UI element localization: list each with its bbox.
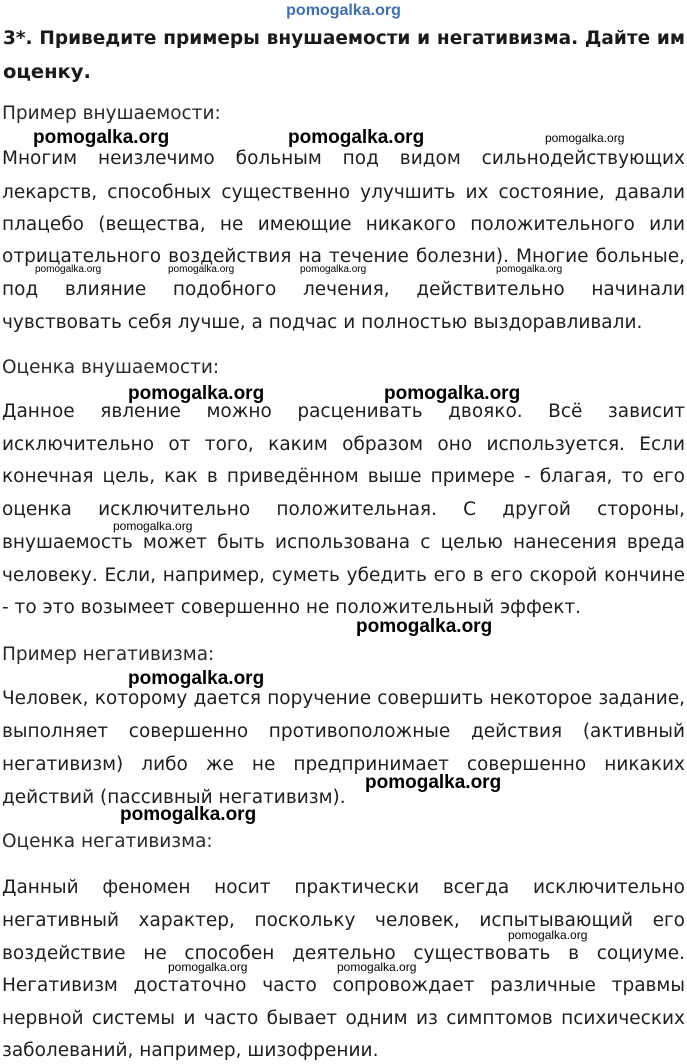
paragraph-line: человеку. Если, например, суметь убедить его в его скорой кончине <box>2 565 685 586</box>
watermark: pomogalka.org <box>168 264 235 275</box>
paragraph-line: заболеваний, например, шизофрении. <box>2 1040 379 1061</box>
paragraph-line: исключительно от того, каким образом оно используется. Если <box>2 434 685 455</box>
paragraph-line: Данное явление можно расценивать двояко. Всё зависит <box>2 401 685 422</box>
watermark: pomogalka.org <box>300 264 367 275</box>
paragraph-line: негативизм) либо же не предпринимает совершенно никаких <box>2 754 685 775</box>
paragraph-line: конечная цель, как в приведённом выше примере - благая, то его <box>2 466 685 487</box>
paragraph-line: нервной системы и часто бывает одним из симптомов психических <box>2 1008 685 1029</box>
watermark: pomogalka.org <box>337 960 417 974</box>
watermark: pomogalka.org <box>384 383 521 404</box>
site-watermark-header: pomogalka.org <box>286 2 401 19</box>
paragraph-line: - то это возымеет совершенно не положительный эффект. <box>2 597 582 618</box>
paragraph-line: Данный феномен носит практически всегда исключительно <box>2 877 685 898</box>
heading-suggestibility-example: Пример внушаемости: <box>2 103 221 124</box>
heading-negativism-assessment: Оценка негативизма: <box>2 831 213 852</box>
watermark: pomogalka.org <box>128 383 265 404</box>
question-title-line-1: 3*. Приведите примеры внушаемости и негативизма. Дайте им <box>3 28 685 49</box>
paragraph-line: плацебо (вещества, не имеющие никакого положительного или <box>2 214 685 235</box>
watermark: pomogalka.org <box>128 668 265 689</box>
watermark: pomogalka.org <box>356 616 493 637</box>
watermark: pomogalka.org <box>288 127 425 148</box>
watermark: pomogalka.org <box>33 127 170 148</box>
question-title <box>3 22 685 88</box>
paragraph-line: Многим неизлечимо больным под видом сильнодействующих <box>2 148 685 169</box>
watermark: pomogalka.org <box>35 264 102 275</box>
watermark: pomogalka.org <box>113 519 193 533</box>
paragraph-line: чувствовать себя лучше, а подчас и полностью выздоравливали. <box>2 312 643 333</box>
watermark: pomogalka.org <box>365 772 502 793</box>
watermark: pomogalka.org <box>496 264 563 275</box>
paragraph-line: действий (пассивный негативизм). <box>2 787 346 808</box>
paragraph-line: под влияние подобного лечения, действительно начинали <box>2 279 685 300</box>
question-title-line-2: оценку. <box>3 60 91 83</box>
paragraph-line: лекарств, способных существенно улучшить их состояние, давали <box>2 182 685 203</box>
paragraph-line: негативный характер, поскольку человек, испытывающий его <box>2 910 685 931</box>
paragraph-line: Человек, которому дается поручение совершить некоторое задание, <box>2 688 685 709</box>
watermark: pomogalka.org <box>508 928 588 942</box>
heading-suggestibility-assessment: Оценка внушаемости: <box>2 357 220 378</box>
paragraph-line: воздействие не способен деятельно существовать в социуме. <box>2 943 685 964</box>
paragraph-line: внушаемость может быть использована с целью нанесения вреда <box>2 532 685 553</box>
paragraph-line: выполняет совершенно противоположные действия (активный <box>2 721 685 742</box>
watermark: pomogalka.org <box>168 960 248 974</box>
watermark: pomogalka.org <box>545 131 625 145</box>
paragraph-line: отрицательного воздействия на течение болезни). Многие больные, <box>2 246 685 267</box>
paragraph-line: Негативизм достаточно часто сопровождает различные травмы <box>2 975 685 996</box>
watermark: pomogalka.org <box>120 804 257 825</box>
heading-negativism-example: Пример негативизма: <box>2 644 215 665</box>
paragraph-line: оценка исключительно положительная. С другой стороны, <box>2 499 685 520</box>
